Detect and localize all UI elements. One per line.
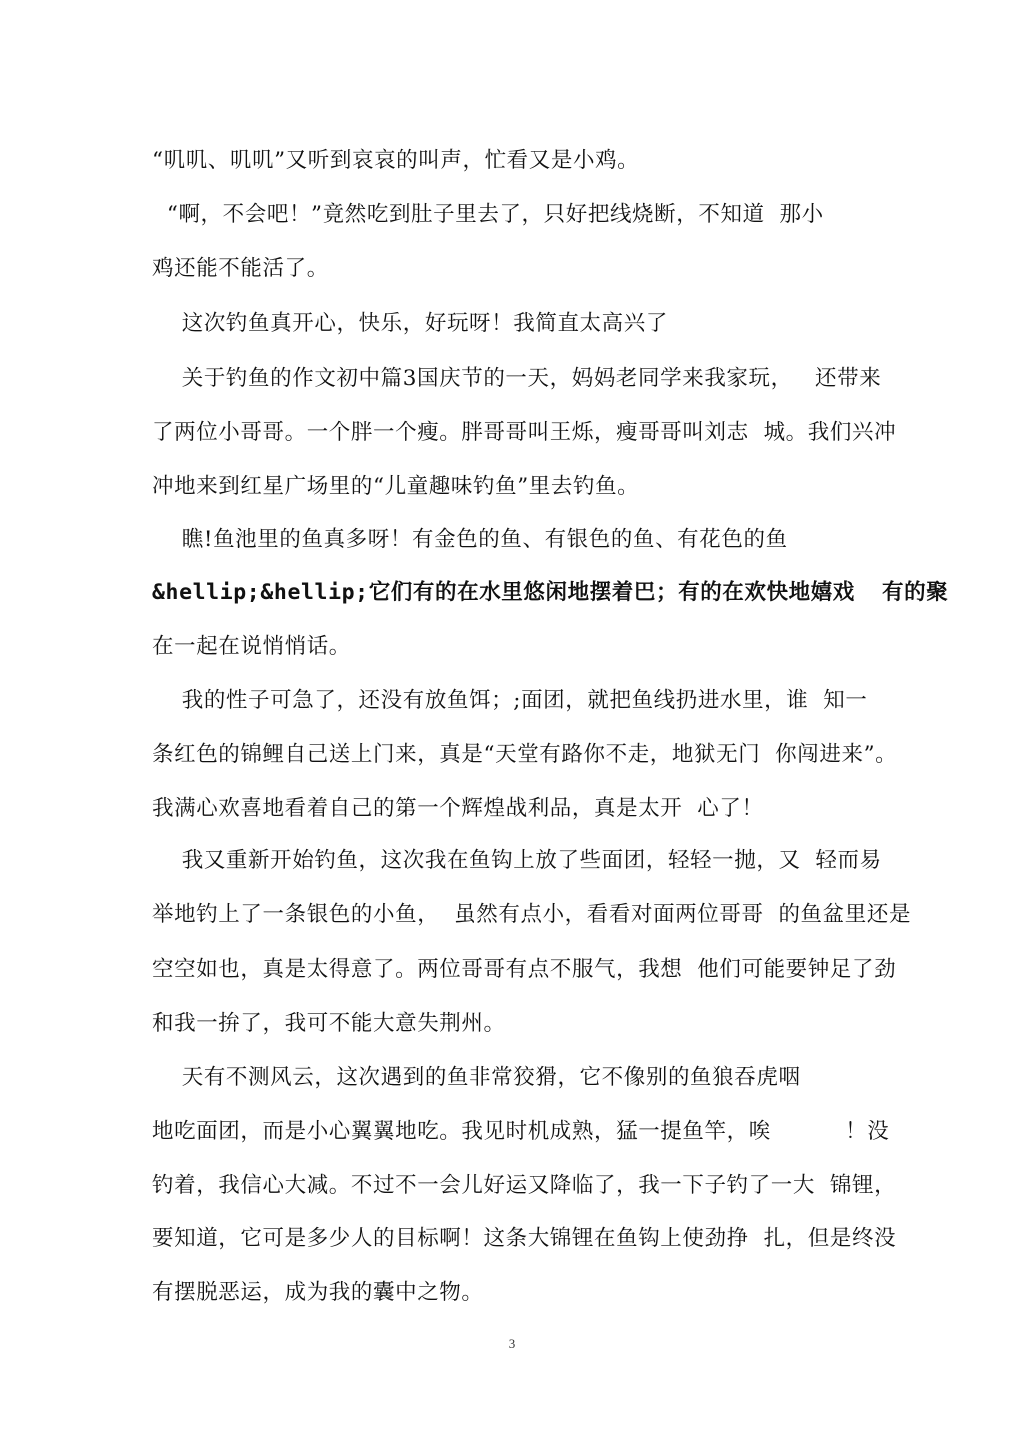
text-line: 这次钓鱼真开心，快乐，好玩呀！我简直太高兴了: [152, 311, 668, 336]
text-line: 冲地来到红星广场里的“儿童趣味钓鱼”里去钓鱼。: [152, 474, 640, 499]
text-line: “叽叽、叽叽”又听到哀哀的叫声，忙看又是小鸡。: [152, 148, 640, 173]
text-line: 空空如也，真是太得意了。两位哥哥有点不服气，我想 他们可能要钟足了劲: [152, 957, 897, 982]
text-line: 条红色的锦鲤自己送上门来，真是“天堂有路你不走，地狱无门 你闯进来”。: [152, 742, 898, 767]
text-line: 在一起在说悄悄话。: [152, 634, 351, 659]
text-line: 钓着，我信心大减。不过不一会儿好运又降临了，我一下子钓了一大 锦锂，: [152, 1173, 897, 1198]
text-line: 瞧!鱼池里的鱼真多呀！有金色的鱼、有银色的鱼、有花色的鱼: [152, 527, 788, 552]
text-line: 有摆脱恶运，成为我的囊中之物。: [152, 1280, 484, 1305]
text-line: 和我一拚了，我可不能大意失荆州。: [152, 1011, 506, 1036]
page-number: 3: [508, 1336, 516, 1351]
text-line: 举地钓上了一条银色的小鱼， 虽然有点小，看看对面两位哥哥 的鱼盆里还是: [152, 902, 912, 927]
text-line: 了两位小哥哥。一个胖一个瘦。胖哥哥叫王烁，瘦哥哥叫刘志 城。我们兴冲: [152, 420, 897, 445]
text-line: 地吃面团，而是小心翼翼地吃。我见时机成熟，猛一提鱼竿，唉 ！没: [152, 1119, 890, 1144]
text-line: 我的性子可急了，还没有放鱼饵；;面团，就把鱼线扔进水里，谁 知一: [152, 688, 868, 713]
text-line: &hellip;&hellip;它们有的在水里悠闲地摆着巴；有的在欢快地嬉戏 有的聚: [152, 580, 949, 605]
text-line: 关于钓鱼的作文初中篇3国庆节的一天，妈妈老同学来我家玩， 还带来: [152, 366, 882, 391]
text-line: 鸡还能不能活了。: [152, 256, 329, 281]
text-line: “啊，不会吧！”竟然吃到肚子里去了，只好把线烧断，不知道 那小: [152, 202, 824, 227]
text-line: 我又重新开始钓鱼，这次我在鱼钩上放了些面团，轻轻一抛，又 轻而易: [152, 848, 882, 873]
text-line: 我满心欢喜地看着自己的第一个辉煌战利品，真是太开 心了！: [152, 796, 764, 821]
text-line: 要知道，它可是多少人的目标啊！这条大锦锂在鱼钩上使劲挣 扎，但是终没: [152, 1226, 897, 1251]
text-line: 天有不测风云，这次遇到的鱼非常狡猾，它不像别的鱼狼吞虎咽: [152, 1065, 801, 1090]
